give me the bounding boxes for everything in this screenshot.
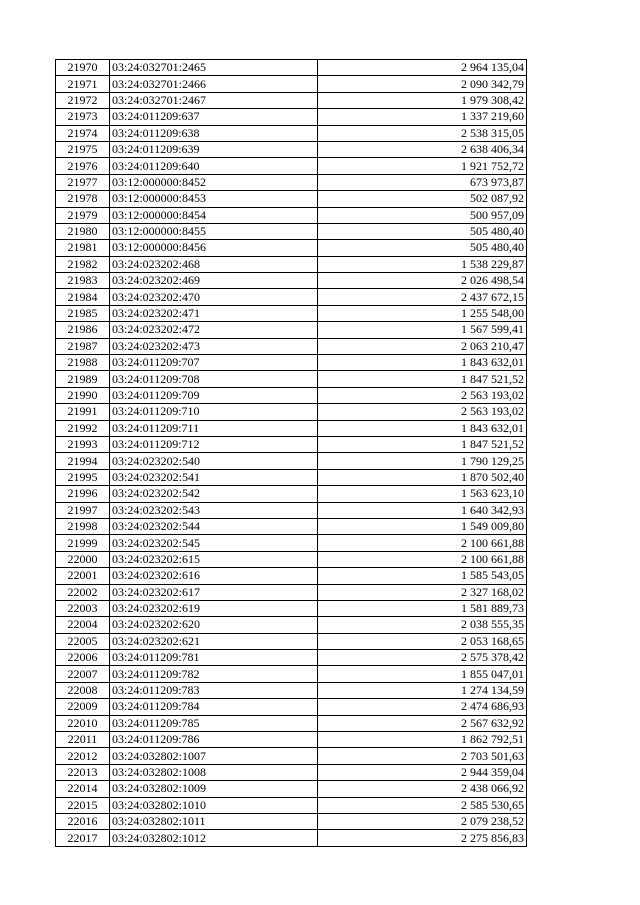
table-row <box>56 813 527 829</box>
row-number-cell: 21999 <box>56 535 110 551</box>
table-row <box>56 502 527 518</box>
table-row <box>56 518 527 534</box>
value-cell: 2 090 342,79 <box>318 76 527 92</box>
value-cell: 2 563 193,02 <box>318 404 527 420</box>
cadastral-number-cell: 03:24:023202:616 <box>110 568 318 584</box>
row-number-cell: 21990 <box>56 387 110 403</box>
cadastral-number-cell: 03:24:011209:712 <box>110 436 318 452</box>
table-row <box>56 256 527 272</box>
value-cell: 2 026 498,54 <box>318 273 527 289</box>
value-cell: 2 563 193,02 <box>318 387 527 403</box>
row-number-cell: 21998 <box>56 518 110 534</box>
cadastral-number-cell: 03:24:023202:542 <box>110 486 318 502</box>
value-cell: 1 538 229,87 <box>318 256 527 272</box>
table-row <box>56 732 527 748</box>
cadastral-number-cell: 03:24:011209:783 <box>110 682 318 698</box>
table-row <box>56 174 527 190</box>
cadastral-number-cell: 03:24:023202:540 <box>110 453 318 469</box>
table-row <box>56 338 527 354</box>
cadastral-number-cell: 03:24:011209:711 <box>110 420 318 436</box>
cadastral-number-cell: 03:24:023202:620 <box>110 617 318 633</box>
value-cell: 1 843 632,01 <box>318 420 527 436</box>
table-body <box>56 60 527 847</box>
cadastral-number-cell: 03:12:000000:8454 <box>110 207 318 223</box>
row-number-cell: 21984 <box>56 289 110 305</box>
value-cell: 2 575 378,42 <box>318 650 527 666</box>
value-cell: 1 640 342,93 <box>318 502 527 518</box>
cadastral-number-cell: 03:24:023202:472 <box>110 322 318 338</box>
row-number-cell: 22010 <box>56 715 110 731</box>
value-cell: 2 079 238,52 <box>318 813 527 829</box>
cadastral-number-cell: 03:12:000000:8453 <box>110 191 318 207</box>
table-row <box>56 486 527 502</box>
cadastral-number-cell: 03:24:032701:2466 <box>110 76 318 92</box>
table-row <box>56 682 527 698</box>
row-number-cell: 21992 <box>56 420 110 436</box>
table-row <box>56 207 527 223</box>
cadastral-number-cell: 03:24:023202:619 <box>110 600 318 616</box>
value-cell: 1 274 134,59 <box>318 682 527 698</box>
row-number-cell: 21985 <box>56 305 110 321</box>
value-cell: 2 944 359,04 <box>318 764 527 780</box>
table-row <box>56 699 527 715</box>
row-number-cell: 22007 <box>56 666 110 682</box>
value-cell: 1 585 543,05 <box>318 568 527 584</box>
value-cell: 2 585 530,65 <box>318 797 527 813</box>
table-row <box>56 76 527 92</box>
cadastral-number-cell: 03:24:032802:1007 <box>110 748 318 764</box>
cadastral-number-cell: 03:24:032802:1008 <box>110 764 318 780</box>
cadastral-number-cell: 03:12:000000:8455 <box>110 223 318 239</box>
cadastral-number-cell: 03:24:011209:781 <box>110 650 318 666</box>
row-number-cell: 22015 <box>56 797 110 813</box>
table-row <box>56 158 527 174</box>
cadastral-number-cell: 03:24:011209:786 <box>110 732 318 748</box>
row-number-cell: 22008 <box>56 682 110 698</box>
cadastral-number-cell: 03:24:032802:1012 <box>110 830 318 846</box>
cadastral-number-cell: 03:24:011209:709 <box>110 387 318 403</box>
row-number-cell: 21982 <box>56 256 110 272</box>
value-cell: 2 437 672,15 <box>318 289 527 305</box>
table-row <box>56 125 527 141</box>
row-number-cell: 21970 <box>56 60 110 76</box>
table-row <box>56 420 527 436</box>
row-number-cell: 22006 <box>56 650 110 666</box>
row-number-cell: 22002 <box>56 584 110 600</box>
row-number-cell: 21972 <box>56 92 110 108</box>
cadastral-number-cell: 03:24:032701:2467 <box>110 92 318 108</box>
table-row <box>56 436 527 452</box>
row-number-cell: 22011 <box>56 732 110 748</box>
row-number-cell: 21983 <box>56 273 110 289</box>
value-cell: 2 100 661,88 <box>318 535 527 551</box>
table-row <box>56 141 527 157</box>
value-cell: 2 100 661,88 <box>318 551 527 567</box>
value-cell: 2 474 686,93 <box>318 699 527 715</box>
row-number-cell: 21996 <box>56 486 110 502</box>
cadastral-number-cell: 03:24:023202:615 <box>110 551 318 567</box>
row-number-cell: 21977 <box>56 174 110 190</box>
cadastral-number-cell: 03:24:023202:543 <box>110 502 318 518</box>
table-row <box>56 600 527 616</box>
row-number-cell: 21986 <box>56 322 110 338</box>
cadastral-value-table <box>55 59 527 847</box>
value-cell: 1 921 752,72 <box>318 158 527 174</box>
table-row <box>56 797 527 813</box>
row-number-cell: 22012 <box>56 748 110 764</box>
cadastral-number-cell: 03:12:000000:8452 <box>110 174 318 190</box>
cadastral-number-cell: 03:24:023202:541 <box>110 469 318 485</box>
cadastral-number-cell: 03:24:011209:637 <box>110 109 318 125</box>
cadastral-number-cell: 03:24:023202:470 <box>110 289 318 305</box>
value-cell: 1 979 308,42 <box>318 92 527 108</box>
cadastral-number-cell: 03:24:032802:1010 <box>110 797 318 813</box>
cadastral-number-cell: 03:24:023202:544 <box>110 518 318 534</box>
value-cell: 2 063 210,47 <box>318 338 527 354</box>
cadastral-number-cell: 03:24:023202:545 <box>110 535 318 551</box>
value-cell: 2 567 632,92 <box>318 715 527 731</box>
table-row <box>56 781 527 797</box>
value-cell: 2 638 406,34 <box>318 141 527 157</box>
table-row <box>56 830 527 846</box>
table-row <box>56 650 527 666</box>
cadastral-number-cell: 03:24:023202:469 <box>110 273 318 289</box>
table-row <box>56 289 527 305</box>
value-cell: 2 327 168,02 <box>318 584 527 600</box>
value-cell: 1 843 632,01 <box>318 355 527 371</box>
cadastral-number-cell: 03:24:032802:1009 <box>110 781 318 797</box>
row-number-cell: 21973 <box>56 109 110 125</box>
row-number-cell: 21993 <box>56 436 110 452</box>
table-row <box>56 633 527 649</box>
table-row <box>56 404 527 420</box>
cadastral-number-cell: 03:24:011209:640 <box>110 158 318 174</box>
table-row <box>56 223 527 239</box>
cadastral-number-cell: 03:24:023202:617 <box>110 584 318 600</box>
table-row <box>56 60 527 76</box>
table-row <box>56 551 527 567</box>
table-row <box>56 568 527 584</box>
cadastral-number-cell: 03:24:011209:708 <box>110 371 318 387</box>
cadastral-number-cell: 03:24:011209:785 <box>110 715 318 731</box>
table-row <box>56 584 527 600</box>
row-number-cell: 22001 <box>56 568 110 584</box>
value-cell: 1 790 129,25 <box>318 453 527 469</box>
value-cell: 2 538 315,05 <box>318 125 527 141</box>
row-number-cell: 21978 <box>56 191 110 207</box>
cadastral-number-cell: 03:24:011209:639 <box>110 141 318 157</box>
table-row <box>56 371 527 387</box>
table-row <box>56 617 527 633</box>
cadastral-number-cell: 03:24:011209:784 <box>110 699 318 715</box>
row-number-cell: 22005 <box>56 633 110 649</box>
cadastral-number-cell: 03:24:011209:638 <box>110 125 318 141</box>
value-cell: 1 337 219,60 <box>318 109 527 125</box>
cadastral-number-cell: 03:24:023202:471 <box>110 305 318 321</box>
row-number-cell: 22013 <box>56 764 110 780</box>
table-row <box>56 453 527 469</box>
row-number-cell: 21980 <box>56 223 110 239</box>
table-row <box>56 92 527 108</box>
table-row <box>56 535 527 551</box>
cadastral-number-cell: 03:12:000000:8456 <box>110 240 318 256</box>
row-number-cell: 21997 <box>56 502 110 518</box>
row-number-cell: 21979 <box>56 207 110 223</box>
cadastral-number-cell: 03:24:011209:707 <box>110 355 318 371</box>
value-cell: 505 480,40 <box>318 240 527 256</box>
row-number-cell: 22004 <box>56 617 110 633</box>
value-cell: 2 703 501,63 <box>318 748 527 764</box>
value-cell: 1 563 623,10 <box>318 486 527 502</box>
row-number-cell: 22014 <box>56 781 110 797</box>
value-cell: 1 870 502,40 <box>318 469 527 485</box>
row-number-cell: 21995 <box>56 469 110 485</box>
row-number-cell: 21991 <box>56 404 110 420</box>
cadastral-number-cell: 03:24:023202:468 <box>110 256 318 272</box>
cadastral-number-cell: 03:24:023202:473 <box>110 338 318 354</box>
value-cell: 1 581 889,73 <box>318 600 527 616</box>
row-number-cell: 21974 <box>56 125 110 141</box>
value-cell: 1 855 047,01 <box>318 666 527 682</box>
row-number-cell: 22009 <box>56 699 110 715</box>
table-row <box>56 387 527 403</box>
table-row <box>56 764 527 780</box>
row-number-cell: 21989 <box>56 371 110 387</box>
value-cell: 505 480,40 <box>318 223 527 239</box>
value-cell: 2 964 135,04 <box>318 60 527 76</box>
table-row <box>56 469 527 485</box>
table-row <box>56 273 527 289</box>
value-cell: 2 438 066,92 <box>318 781 527 797</box>
cadastral-number-cell: 03:24:011209:782 <box>110 666 318 682</box>
table-row <box>56 305 527 321</box>
row-number-cell: 21994 <box>56 453 110 469</box>
table-row <box>56 355 527 371</box>
row-number-cell: 22016 <box>56 813 110 829</box>
cadastral-number-cell: 03:24:032701:2465 <box>110 60 318 76</box>
row-number-cell: 21988 <box>56 355 110 371</box>
row-number-cell: 21987 <box>56 338 110 354</box>
table-row <box>56 109 527 125</box>
value-cell: 1 847 521,52 <box>318 371 527 387</box>
value-cell: 2 053 168,65 <box>318 633 527 649</box>
value-cell: 2 275 856,83 <box>318 830 527 846</box>
table-row <box>56 240 527 256</box>
value-cell: 2 038 555,35 <box>318 617 527 633</box>
row-number-cell: 22003 <box>56 600 110 616</box>
row-number-cell: 21971 <box>56 76 110 92</box>
value-cell: 1 549 009,80 <box>318 518 527 534</box>
row-number-cell: 21976 <box>56 158 110 174</box>
value-cell: 1 567 599,41 <box>318 322 527 338</box>
table-row <box>56 715 527 731</box>
row-number-cell: 22017 <box>56 830 110 846</box>
value-cell: 500 957,09 <box>318 207 527 223</box>
value-cell: 502 087,92 <box>318 191 527 207</box>
table-row <box>56 748 527 764</box>
table-row <box>56 322 527 338</box>
value-cell: 1 847 521,52 <box>318 436 527 452</box>
value-cell: 673 973,87 <box>318 174 527 190</box>
table-row <box>56 666 527 682</box>
row-number-cell: 21981 <box>56 240 110 256</box>
cadastral-number-cell: 03:24:011209:710 <box>110 404 318 420</box>
table-row <box>56 191 527 207</box>
row-number-cell: 22000 <box>56 551 110 567</box>
cadastral-number-cell: 03:24:032802:1011 <box>110 813 318 829</box>
cadastral-number-cell: 03:24:023202:621 <box>110 633 318 649</box>
value-cell: 1 255 548,00 <box>318 305 527 321</box>
value-cell: 1 862 792,51 <box>318 732 527 748</box>
row-number-cell: 21975 <box>56 141 110 157</box>
